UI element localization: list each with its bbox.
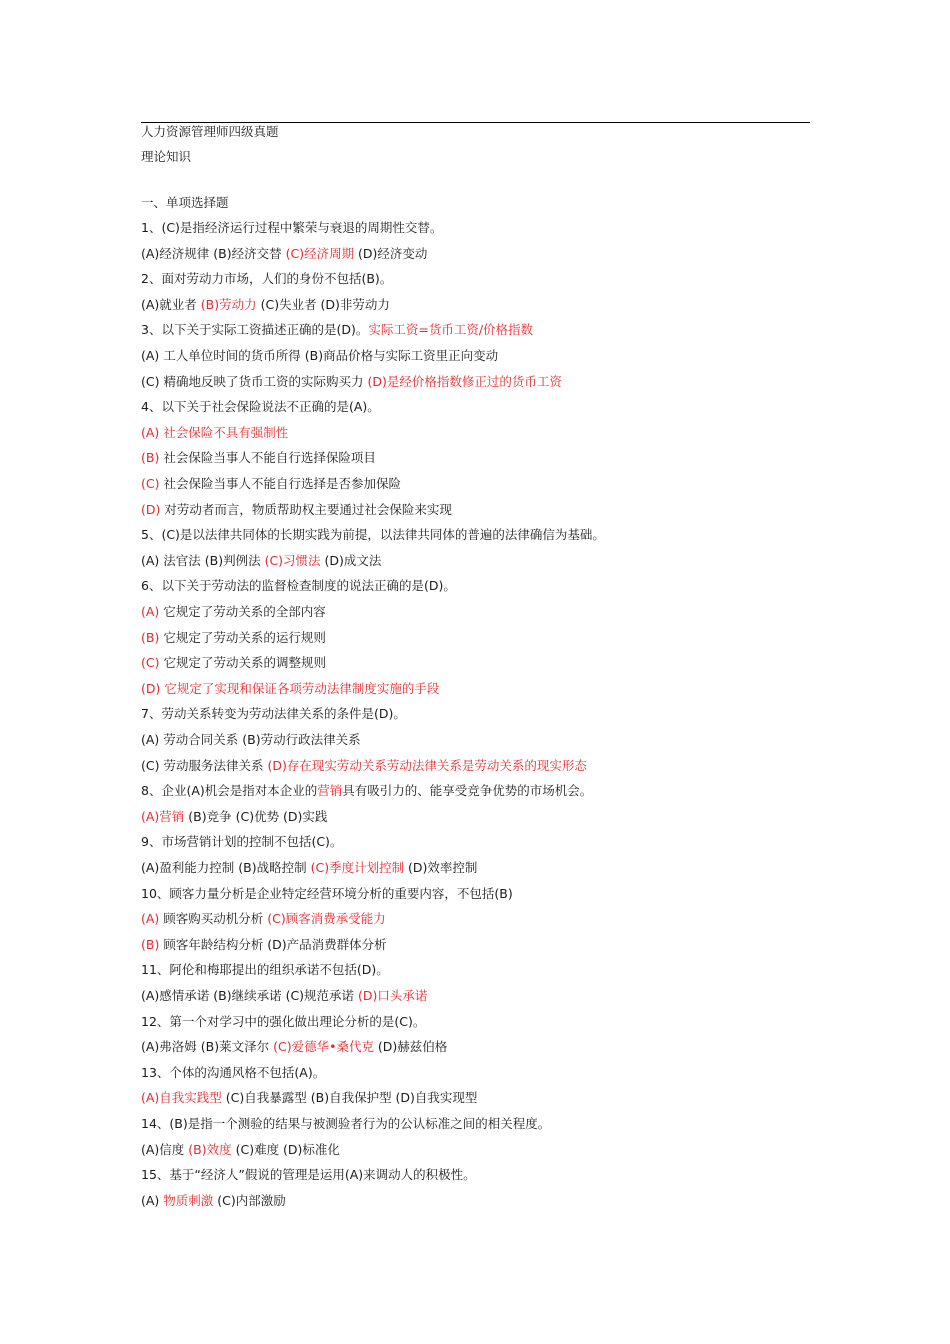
text-segment: 顾客购买动机分析 (159, 911, 268, 927)
answer-highlight: (B) (141, 629, 160, 645)
text-segment: 1、(C)是指经济运行过程中繁荣与衰退的周期性交替。 (141, 220, 443, 235)
answer-highlight: (C)经济周期 (285, 245, 355, 261)
text-segment: (A) 法官法 (B)判例法 (141, 552, 265, 568)
text-segment: (A) (141, 1192, 164, 1208)
text-segment: 10、顾客力量分析是企业特定经营环境分析的重要内容，不包括(B) (141, 885, 513, 901)
answer-highlight: (D)是经价格指数修正过的货币工资 (367, 373, 562, 389)
text-line (141, 322, 533, 338)
text-segment: 3、以下关于实际工资描述正确的是(D)。 (141, 322, 369, 338)
text-segment: 6、以下关于劳动法的监督检查制度的说法正确的是(D)。 (141, 578, 456, 594)
answer-highlight: (A) (141, 911, 160, 927)
text-line (141, 1193, 286, 1209)
text-segment: 14、(B)是指一个测验的结果与被测验者行为的公认标准之间的相关程度。 (141, 1116, 551, 1131)
answer-highlight: 物质刺激 (163, 1192, 214, 1208)
text-line (141, 450, 376, 466)
text-line (141, 706, 406, 722)
text-line (141, 297, 390, 313)
text-line (141, 988, 427, 1004)
section-heading: 一、单项选择题 (141, 195, 229, 210)
text-line (141, 1039, 447, 1055)
text-segment: (D)经济变动 (354, 245, 428, 261)
text-line (141, 271, 392, 287)
text-line (141, 1167, 476, 1183)
text-line (141, 860, 477, 876)
text-line (141, 962, 389, 978)
text-line (141, 502, 452, 518)
text-line (141, 374, 562, 390)
text-segment: 12、第一个对学习中的强化做出理论分析的是(C)。 (141, 1013, 426, 1029)
text-line (141, 553, 381, 569)
text-segment: (C)内部激励 (213, 1192, 286, 1208)
answer-highlight: (D)存在现实劳动关系劳动法律关系是劳动关系的现实形态 (267, 757, 587, 773)
answer-highlight: (D)口头承诺 (358, 988, 428, 1003)
answer-highlight: (C) (141, 476, 160, 491)
text-segment: 它规定了劳动关系的运行规则 (159, 629, 326, 645)
text-segment: 7、劳动关系转变为劳动法律关系的条件是(D)。 (141, 706, 406, 722)
answer-highlight: (A)自我实践型 (141, 1090, 222, 1106)
document-subtitle: 理论知识 (141, 149, 192, 164)
text-line (141, 1116, 550, 1132)
text-line (141, 809, 327, 825)
text-segment: (A)盈利能力控制 (B)战略控制 (141, 860, 311, 875)
text-line (141, 604, 326, 620)
text-segment: (A)弗洛姆 (B)莱文泽尔 (141, 1039, 274, 1055)
answer-highlight: (A) (141, 604, 160, 619)
text-segment: 8、企业(A)机会是指对本企业的 (141, 783, 318, 799)
text-segment: (A)信度 (141, 1141, 189, 1157)
text-line (141, 246, 427, 262)
answer-highlight: (C)顾客消费承受能力 (267, 911, 386, 927)
text-segment: 9、市场营销计划的控制不包括(C)。 (141, 834, 343, 850)
text-segment: 顾客年龄结构分析 (D)产品消费群体分析 (159, 936, 387, 952)
text-segment: 4、以下关于社会保险说法不正确的是(A)。 (141, 399, 380, 415)
text-line (141, 1090, 477, 1106)
text-line (141, 399, 380, 415)
answer-highlight: 营销 (317, 783, 343, 799)
text-segment: (C) 劳动服务法律关系 (141, 757, 268, 773)
answer-highlight: (D) (141, 501, 161, 517)
answer-highlight: (C) (141, 655, 160, 671)
text-segment: 5、(C)是以法律共同体的长期实践为前提，以法律共同体的普遍的法律确信为基础。 (141, 527, 605, 543)
answer-highlight: (B)效度 (188, 1141, 232, 1157)
text-segment: 具有吸引力的、能享受竞争优势的市场机会。 (342, 783, 593, 799)
text-segment: 它规定了劳动关系的全部内容 (159, 604, 326, 619)
text-segment: 对劳动者而言，物质帮助权主要通过社会保险来实现 (160, 501, 452, 517)
text-line (141, 886, 513, 902)
text-line (141, 1014, 425, 1030)
text-line (141, 348, 498, 364)
text-segment: 11、阿伦和梅耶提出的组织承诺不包括(D)。 (141, 962, 389, 978)
text-line (141, 655, 326, 671)
text-segment: 15、基于“经济人”假说的管理是运用(A)来调动人的积极性。 (141, 1167, 476, 1183)
text-segment: (C)失业者 (D)非劳动力 (256, 296, 390, 312)
text-segment: 社会保险当事人不能自行选择是否参加保险 (159, 476, 401, 491)
answer-highlight: 实际工资=货币工资/价格指数 (368, 322, 534, 338)
text-segment: (D)效率控制 (404, 860, 478, 875)
text-line (141, 937, 387, 953)
text-line (141, 732, 361, 748)
text-segment: (A)就业者 (141, 296, 201, 312)
answer-highlight: (A)营销 (141, 808, 185, 824)
text-segment: 社会保险当事人不能自行选择保险项目 (159, 450, 376, 466)
text-segment: (C) 精确地反映了货币工资的实际购买力 (141, 373, 368, 389)
answer-highlight: (C)爱德华•桑代克 (273, 1039, 374, 1055)
text-segment: (D)成文法 (320, 552, 382, 568)
text-segment: (D)赫兹伯格 (373, 1039, 448, 1055)
answer-highlight: (B) (141, 450, 160, 466)
header-rule (141, 122, 810, 123)
text-line (141, 527, 605, 543)
text-segment: 它规定了劳动关系的调整规则 (159, 655, 326, 671)
text-segment: (C)自我暴露型 (B)自我保护型 (D)自我实现型 (221, 1090, 478, 1106)
text-segment: (A)感情承诺 (B)继续承诺 (C)规范承诺 (141, 988, 359, 1003)
text-line (141, 681, 439, 697)
text-line (141, 758, 587, 774)
text-segment: (A) 劳动合同关系 (B)劳动行政法律关系 (141, 732, 361, 747)
answer-highlight: (C)习惯法 (264, 552, 321, 568)
text-segment: (B)竞争 (C)优势 (D)实践 (184, 808, 328, 824)
text-line (141, 911, 386, 927)
answer-highlight: (B) (141, 936, 160, 952)
text-line (141, 1142, 340, 1158)
text-line (141, 220, 442, 236)
answer-highlight: (D) 它规定了实现和保证各项劳动法律制度实施的手段 (141, 680, 440, 696)
answer-highlight: (B)劳动力 (200, 296, 257, 312)
text-segment: 13、个体的沟通风格不包括(A)。 (141, 1064, 326, 1080)
text-segment: (A)经济规律 (B)经济交替 (141, 245, 286, 261)
text-line (141, 578, 456, 594)
text-line (141, 425, 288, 441)
text-line (141, 834, 342, 850)
text-line (141, 476, 401, 492)
answer-highlight: (C)季度计划控制 (310, 860, 405, 875)
text-line (141, 630, 326, 646)
text-segment: (C)难度 (D)标准化 (231, 1141, 340, 1157)
document-title: 人力资源管理师四级真题 (141, 124, 279, 139)
text-line (141, 783, 592, 799)
answer-highlight: (A) 社会保险不具有强制性 (141, 424, 289, 440)
text-segment: 2、面对劳动力市场，人们的身份不包括(B)。 (141, 271, 393, 287)
text-line (141, 1065, 325, 1081)
text-segment: (A) 工人单位时间的货币所得 (B)商品价格与实际工资里正向变动 (141, 348, 499, 363)
